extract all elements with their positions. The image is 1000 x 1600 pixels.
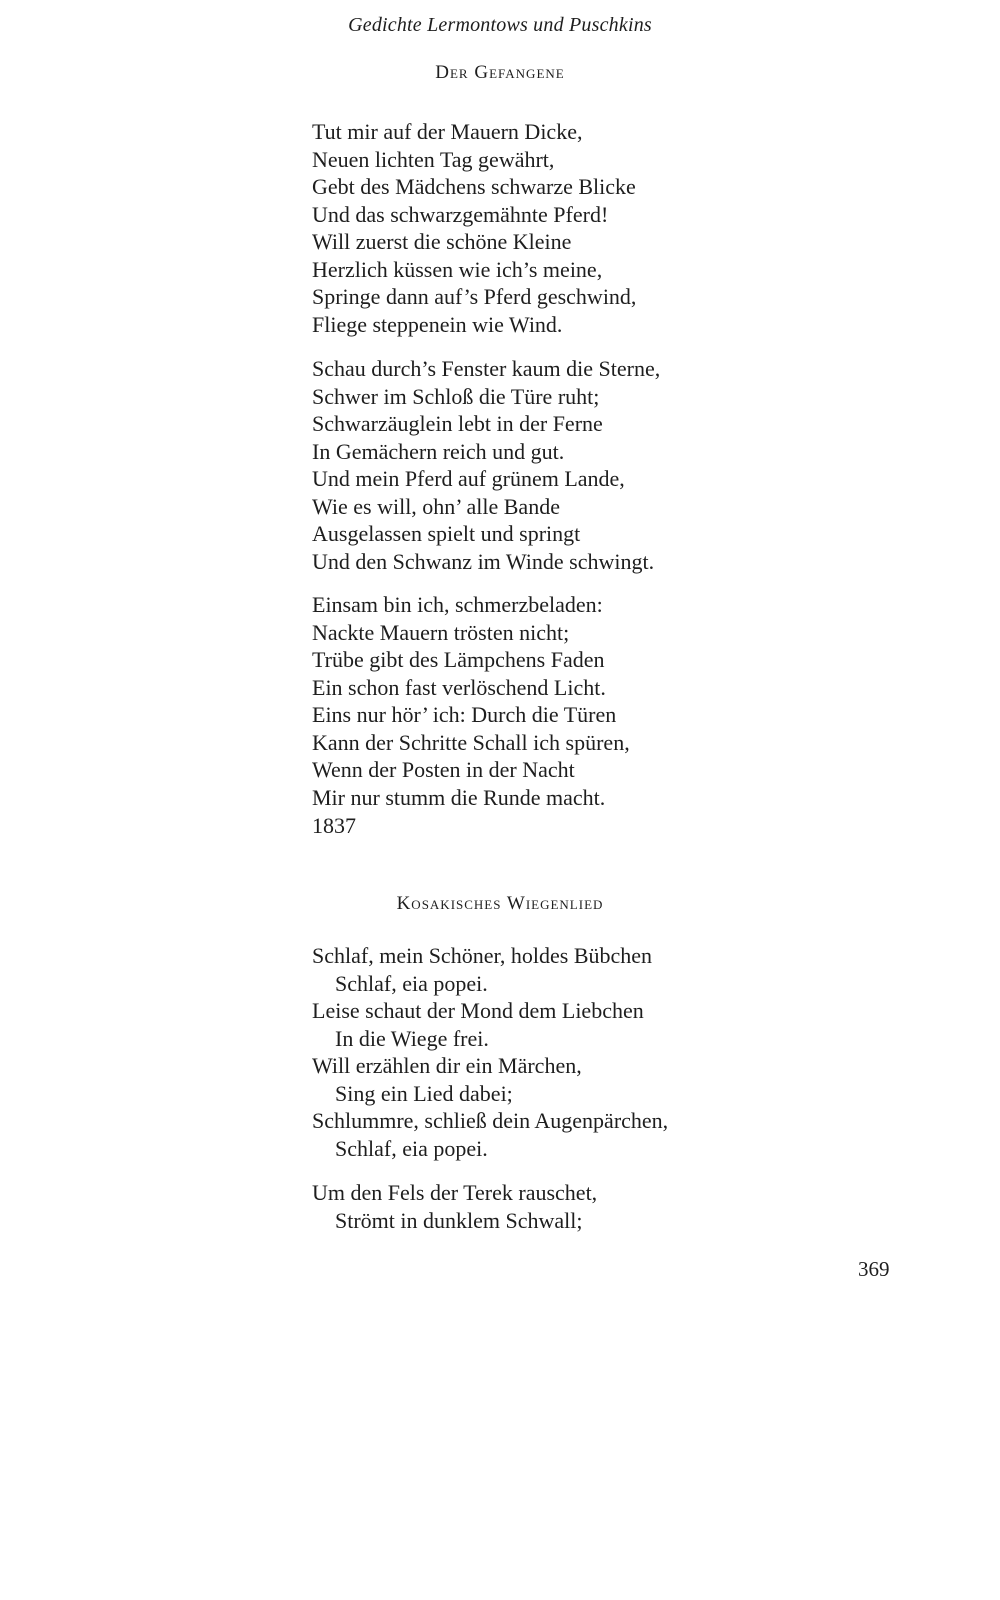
stanza	[312, 1179, 597, 1234]
verse-line: Schwarzäuglein lebt in der Ferne	[312, 411, 603, 436]
verse-line: Trübe gibt des Lämpchens Faden	[312, 647, 605, 672]
running-head: Gedichte Lermontows und Puschkins	[348, 14, 652, 36]
verse-line: Schwer im Schloß die Türe ruht;	[312, 383, 600, 409]
verse-line: Neuen lichten Tag gewährt,	[312, 146, 555, 172]
verse-line: Einsam bin ich, schmerzbeladen:	[312, 592, 603, 617]
verse-line: Eins nur hör’ ich: Durch die Türen	[312, 702, 617, 727]
verse-line: Schau durch’s Fenster kaum die Sterne,	[312, 356, 661, 381]
verse-line: Um den Fels der Terek rauschet,	[312, 1180, 598, 1205]
verse-line: Gebt des Mädchens schwarze Blicke	[312, 174, 636, 199]
verse-line: Wie es will, ohn’ alle Bande	[312, 493, 560, 519]
verse-line: Ausgelassen spielt und springt	[312, 521, 581, 546]
verse-line: Tut mir auf der Mauern Dicke,	[312, 119, 583, 144]
stanza	[312, 118, 636, 338]
verse-line: Mir nur stumm die Runde macht.	[312, 784, 606, 810]
verse-line-indented: Strömt in dunklem Schwall;	[335, 1207, 583, 1233]
verse-line: Und das schwarzgemähnte Pferd!	[312, 201, 609, 227]
stanza	[312, 591, 630, 811]
verse-line-indented: Schlaf, eia popei.	[335, 970, 488, 996]
verse-line: Springe dann auf’s Pferd geschwind,	[312, 284, 637, 309]
verse-line: Schlaf, mein Schöner, holdes Bübchen	[312, 943, 653, 968]
verse-line-indented: Schlaf, eia popei.	[335, 1135, 488, 1161]
verse-line: Will erzählen dir ein Märchen,	[312, 1053, 582, 1078]
poem-title: Der Gefangene	[435, 62, 565, 83]
verse-line: Leise schaut der Mond dem Liebchen	[312, 998, 644, 1023]
poem-year: 1837	[312, 813, 356, 838]
verse-line: Schlummre, schließ dein Augenpärchen,	[312, 1108, 669, 1133]
poem-title: Kosakisches Wiegenlied	[396, 893, 604, 914]
verse-line: Fliege steppenein wie Wind.	[312, 311, 563, 337]
verse-line: Kann der Schritte Schall ich spüren,	[312, 729, 630, 755]
verse-line: Wenn der Posten in der Nacht	[312, 757, 575, 782]
page-number: 369	[858, 1257, 890, 1281]
verse-line: Herzlich küssen wie ich’s meine,	[312, 256, 603, 282]
verse-line-indented: In die Wiege frei.	[335, 1025, 489, 1051]
verse-line-indented: Sing ein Lied dabei;	[335, 1080, 513, 1106]
verse-line: In Gemächern reich und gut.	[312, 438, 565, 464]
stanza	[312, 355, 660, 575]
verse-line: Und den Schwanz im Winde schwingt.	[312, 548, 655, 574]
verse-line: Ein schon fast verlöschend Licht.	[312, 674, 606, 700]
verse-line: Und mein Pferd auf grünem Lande,	[312, 466, 625, 491]
verse-line: Nackte Mauern trösten nicht;	[312, 619, 570, 645]
stanza	[312, 942, 668, 1162]
verse-line: Will zuerst die schöne Kleine	[312, 229, 572, 254]
